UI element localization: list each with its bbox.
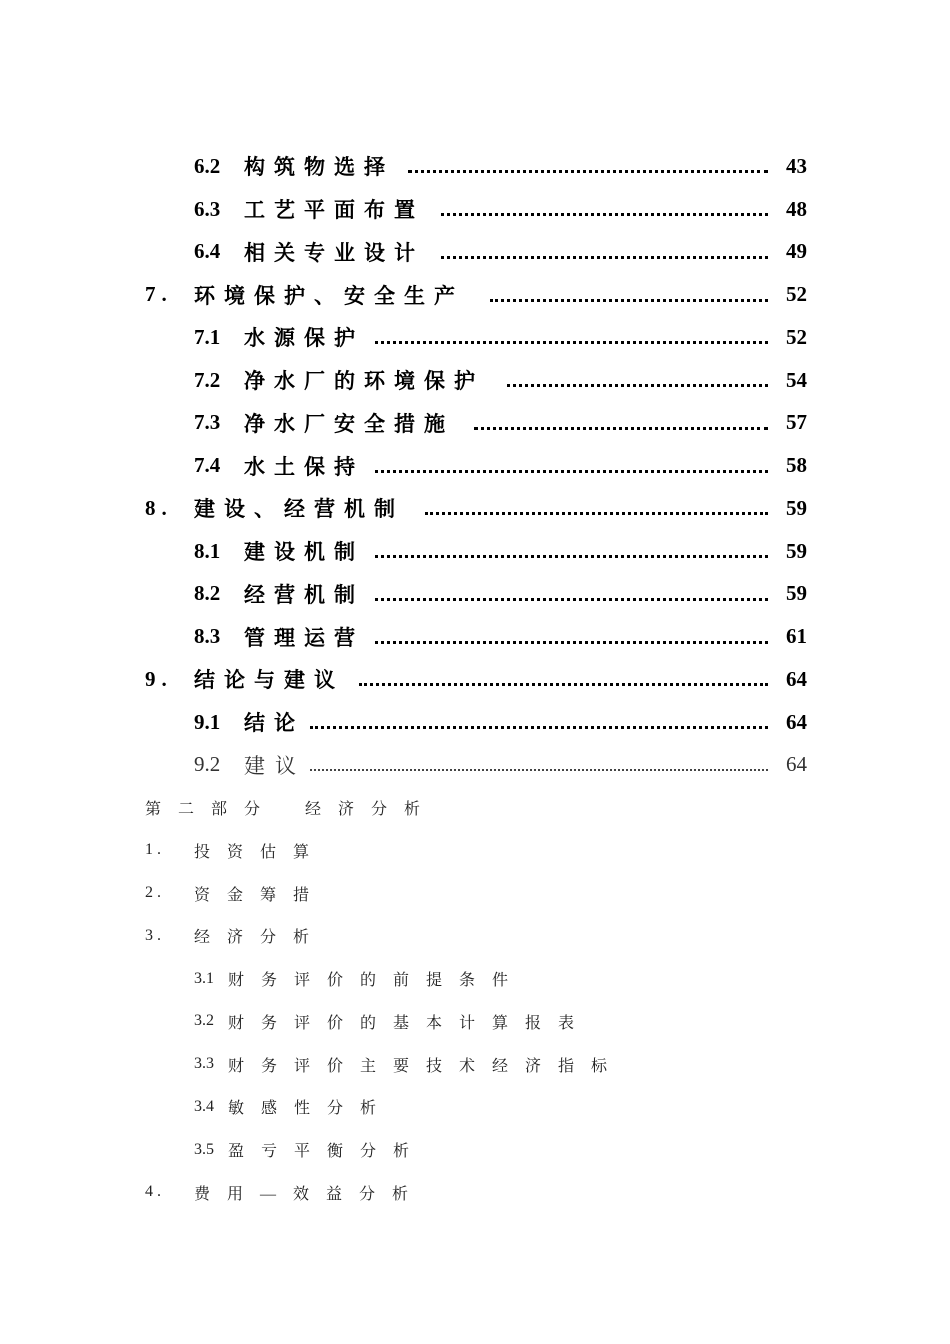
- toc-entry-title: 水土保持: [244, 454, 364, 479]
- toc-entry-title: 结论与建议: [194, 668, 344, 693]
- toc-entry-title: 经济分析: [194, 929, 327, 947]
- toc-entry-page: 59: [786, 538, 807, 563]
- toc-entry-title: 建设机制: [244, 540, 364, 565]
- toc-entry-part2-3-1[interactable]: [0, 957, 950, 1000]
- toc-entry-title: 财务评价主要技术经济指标: [228, 1057, 625, 1075]
- toc-entry-number: 1.: [145, 841, 165, 859]
- toc-entry-8-3[interactable]: [0, 615, 950, 658]
- toc-entry-title: 结论: [244, 711, 304, 736]
- toc-entry-title: 投资估算: [194, 843, 327, 861]
- toc-entry-8-1[interactable]: [0, 530, 950, 573]
- toc-entry-part2-3[interactable]: [0, 915, 950, 958]
- toc-entry-number: 7.1: [194, 324, 221, 349]
- toc-entry-title: 水源保护: [244, 326, 364, 351]
- part-label: 第二部分: [145, 801, 278, 819]
- toc-entry-number: 8.1: [194, 538, 221, 563]
- toc-entry-number: 8.: [145, 495, 173, 520]
- toc-entry-page: 52: [786, 282, 807, 307]
- toc-entry-number: 6.4: [194, 239, 221, 264]
- toc-entry-title: 管理运营: [244, 625, 364, 650]
- toc-entry-number: 3.3: [194, 1055, 214, 1073]
- toc-entry-7-3[interactable]: [0, 402, 950, 445]
- toc-entry-page: 43: [786, 153, 807, 178]
- toc-entry-number: 3.4: [194, 1097, 214, 1115]
- part-title: 经济分析: [305, 801, 438, 819]
- dot-leader: [375, 598, 768, 601]
- toc-part-two-heading[interactable]: [0, 786, 950, 829]
- dot-leader: [375, 641, 768, 644]
- toc-entry-number: 8.3: [194, 624, 221, 649]
- toc-entry-title: 构筑物选择: [244, 155, 394, 180]
- toc-entry-title: 盈亏平衡分析: [228, 1143, 427, 1161]
- toc-entry-page: 57: [786, 410, 807, 435]
- toc-entry-page: 58: [786, 453, 807, 478]
- dot-leader: [408, 170, 768, 173]
- toc-entry-part2-3-2[interactable]: [0, 1000, 950, 1043]
- toc-entry-number: 7.2: [194, 367, 221, 392]
- toc-entry-page: 64: [786, 666, 807, 691]
- dot-leader: [490, 299, 768, 302]
- toc-entry-8[interactable]: [0, 487, 950, 530]
- dot-leader: [425, 512, 768, 515]
- toc-entry-7-1[interactable]: [0, 316, 950, 359]
- toc-entry-title: 财务评价的基本计算报表: [228, 1014, 592, 1032]
- toc-entry-9[interactable]: [0, 658, 950, 701]
- dot-leader: [375, 341, 768, 344]
- toc-entry-title: 资金筹措: [194, 886, 327, 904]
- toc-entry-page: 48: [786, 196, 807, 221]
- table-of-contents: [0, 145, 950, 1214]
- toc-entry-title: 敏感性分析: [228, 1100, 394, 1118]
- toc-entry-number: 2.: [145, 884, 165, 902]
- toc-entry-number: 3.1: [194, 969, 214, 987]
- toc-entry-number: 4.: [145, 1183, 165, 1201]
- toc-entry-6-2[interactable]: [0, 145, 950, 188]
- toc-entry-title: 净水厂的环境保护: [244, 369, 484, 394]
- dot-leader: [441, 213, 768, 216]
- toc-entry-7[interactable]: [0, 273, 950, 316]
- toc-entry-part2-4[interactable]: [0, 1171, 950, 1214]
- toc-entry-page: 61: [786, 624, 807, 649]
- toc-entry-title: 费用—效益分析: [194, 1185, 426, 1203]
- toc-entry-number: 9.2: [194, 752, 221, 777]
- toc-entry-title: 相关专业设计: [244, 240, 424, 265]
- toc-entry-page: 64: [786, 752, 807, 777]
- toc-entry-page: 54: [786, 367, 807, 392]
- toc-entry-page: 59: [786, 581, 807, 606]
- dot-leader: [507, 384, 768, 387]
- toc-entry-title: 净水厂安全措施: [244, 411, 454, 436]
- toc-entry-title: 财务评价的前提条件: [228, 972, 526, 990]
- toc-entry-page: 49: [786, 239, 807, 264]
- toc-entry-page: 52: [786, 324, 807, 349]
- toc-entry-9-1[interactable]: [0, 701, 950, 744]
- dot-leader: [310, 769, 768, 771]
- toc-entry-number: 6.3: [194, 196, 221, 221]
- dot-leader: [375, 470, 768, 473]
- dot-leader: [310, 726, 768, 729]
- toc-entry-6-3[interactable]: [0, 188, 950, 231]
- toc-entry-number: 7.: [145, 282, 173, 307]
- toc-entry-page: 64: [786, 709, 807, 734]
- toc-entry-title: 经营机制: [244, 582, 364, 607]
- toc-entry-part2-3-5[interactable]: [0, 1128, 950, 1171]
- dot-leader: [441, 256, 768, 259]
- toc-entry-part2-1[interactable]: [0, 829, 950, 872]
- toc-entry-number: 6.2: [194, 153, 221, 178]
- toc-entry-number: 9.: [145, 666, 173, 691]
- toc-entry-6-4[interactable]: [0, 231, 950, 274]
- toc-entry-part2-3-4[interactable]: [0, 1086, 950, 1129]
- toc-entry-page: 59: [786, 495, 807, 520]
- toc-entry-title: 环境保护、安全生产: [194, 283, 464, 308]
- toc-entry-number: 7.3: [194, 410, 221, 435]
- toc-entry-number: 9.1: [194, 709, 221, 734]
- toc-entry-number: 8.2: [194, 581, 221, 606]
- dot-leader: [359, 683, 768, 686]
- toc-part-heading: [145, 796, 437, 819]
- toc-entry-title: 工艺平面布置: [244, 198, 424, 223]
- toc-entry-number: 3.5: [194, 1140, 214, 1158]
- toc-entry-7-4[interactable]: [0, 444, 950, 487]
- dot-leader: [375, 555, 768, 558]
- toc-entry-part2-3-3[interactable]: [0, 1043, 950, 1086]
- toc-entry-8-2[interactable]: [0, 573, 950, 616]
- dot-leader: [474, 427, 768, 430]
- toc-entry-number: 7.4: [194, 453, 221, 478]
- toc-entry-number: 3.2: [194, 1012, 214, 1030]
- toc-entry-title: 建设、经营机制: [194, 497, 404, 522]
- toc-entry-7-2[interactable]: [0, 359, 950, 402]
- toc-entry-9-2[interactable]: [0, 744, 950, 787]
- toc-entry-number: 3.: [145, 926, 165, 944]
- toc-entry-title: 建议: [244, 753, 306, 778]
- toc-entry-part2-2[interactable]: [0, 872, 950, 915]
